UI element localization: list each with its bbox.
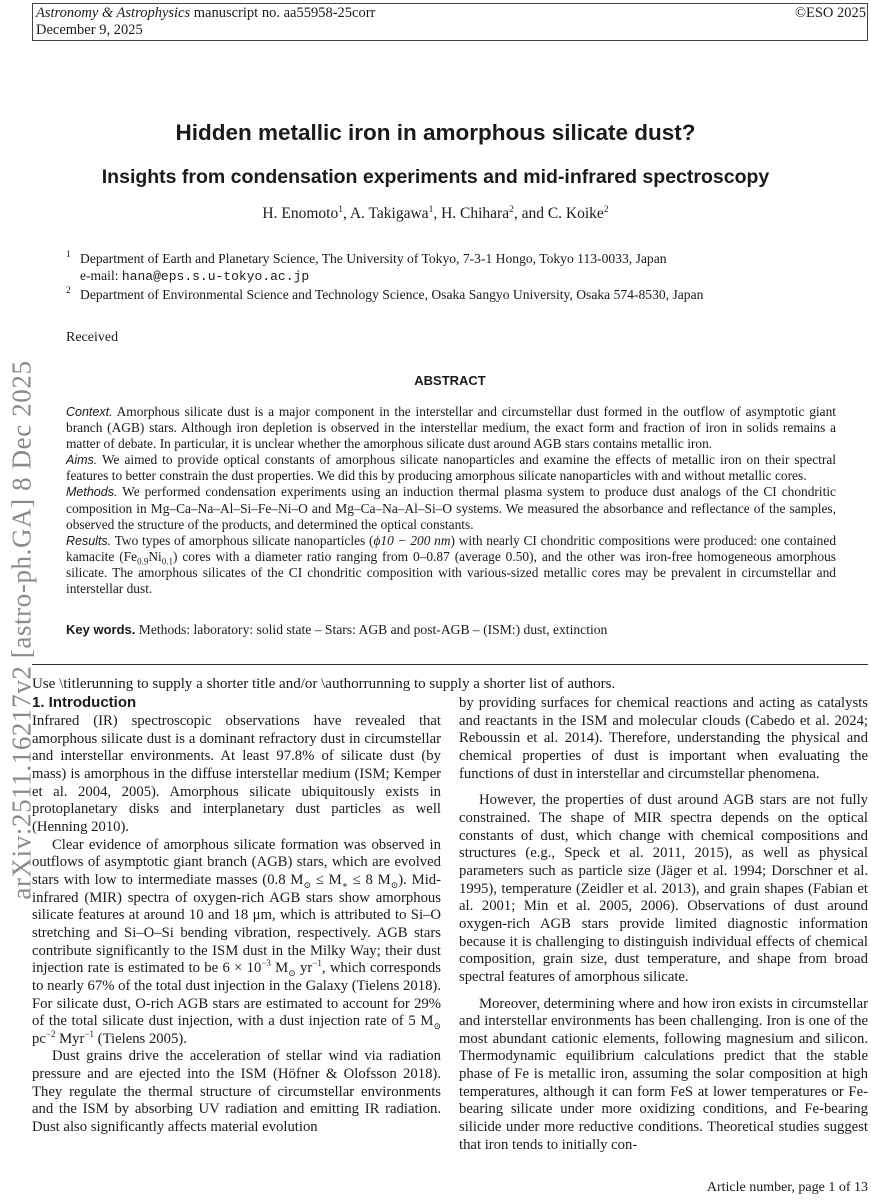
text-run: ). Mid-infrared (MIR) spectra of oxygen-rich AGB stars show amorphous silicate features at around 10 and 18 μm, which is attributed to Si–O stretching and Si–O–Si bending vibration, respectively. AGB stars contribute significantly to the ISM dust in the Milky Way; their dust injection rate is estimated to be 6 × 10 — [32, 871, 442, 977]
section-divider — [32, 664, 868, 665]
methods-label: Methods. — [66, 485, 118, 500]
email-label: e-mail: — [80, 268, 119, 283]
methods-text: We performed condensation experiments using an induction thermal plasma system to produce dust analogs of the CI chondritic composition in Mg–Ca–Na–Al–Si–Fe–Ni–O and Mg–Ca–Na–Al–Si–O systems. We measured the absorbance and reflectance of the samples, observed the structure of the products, and determined the optical constants. — [66, 484, 836, 532]
exponent: −1 — [312, 958, 322, 969]
results-label: Results. — [66, 533, 112, 548]
affiliation-number: 2 — [66, 286, 71, 296]
paragraph — [32, 837, 441, 1049]
text-run: Myr — [55, 1030, 85, 1047]
author: and C. Koike — [521, 205, 604, 222]
copyright: ©ESO 2025 — [794, 5, 866, 21]
results-size-range: ϕ10 − 200 nm — [373, 532, 451, 548]
journal-name: Astronomy & Astrophysics — [36, 5, 191, 21]
left-column — [32, 713, 441, 1137]
exponent: −1 — [84, 1028, 94, 1039]
text-run: Clear evidence of amorphous silicate formation was observed in outflows of asymptotic giant branch (AGB) stars, which are evolved stars with low to intermediate masses (0.8 M — [32, 836, 441, 888]
page-footer: Article number, page 1 of 13 — [706, 1180, 868, 1195]
abstract-body — [66, 404, 836, 597]
paragraph: However, the properties of dust around AGB stars are not fully constrained. The shape of MIR spectra depends on the optical constants of dust, which change with chemical compositions and structures (e.g., Speck et al. 2011, 2015), as well as physical parameters such as particle size (Jäger et al. 1994; Dorschner et al. 1995), temperature (Zeidler et al. 2013), and grain shapes (Fabian et al. 2001; Min et al. 2005, 2006). Observations of dust around oxygen-rich AGB stars provide limited diagnostic information because it is challenging to distinguish individual effects of chemical composition, grain size, dust temperature, and shape from broad spectral features of amorphous silicate. — [459, 792, 868, 985]
affiliation-text: Department of Earth and Planetary Science, The University of Tokyo, 7-3-1 Hongo, Tokyo 113-0033, Japan — [80, 251, 667, 266]
paragraph: by providing surfaces for chemical reactions and acting as catalysts and reactants in the ISM and molecular clouds (Cabedo et al. 2024; Reboussin et al. 2014). Therefore, understanding the physical and chemical properties of dust is important when evaluating the functions of dust in interstellar and circumstellar phenomena. — [459, 695, 868, 782]
abstract-results — [66, 533, 836, 597]
abstract-context — [66, 404, 836, 452]
text-run: pc — [32, 1030, 46, 1047]
aims-text: We aimed to provide optical constants of amorphous silicate nanoparticles and examine the effects of metallic iron on their spectral features to better constrain the dust properties. We did this by producing amorphous silicate nanoparticles with and without metallic cores. — [66, 452, 836, 484]
abstract-aims — [66, 452, 836, 484]
sun-symbol: ⊙ — [390, 879, 399, 890]
ni-symbol: Ni — [148, 548, 162, 564]
exponent: −2 — [45, 1028, 56, 1039]
aims-label: Aims. — [66, 453, 98, 468]
journal-line — [36, 5, 375, 22]
text-run: , which corresponds to nearly 67% of the total dust injection in the Galaxy (Tielens 2018). For silicate dust, O-rich AGB stars are estimated to account for 29% of the total silicate dust injection, with a dust injection rate of 5 M — [32, 960, 441, 1030]
right-column — [459, 695, 868, 1154]
text-run: yr — [295, 960, 313, 977]
text-run: ≤ M — [310, 871, 342, 888]
text-run: M — [270, 960, 289, 977]
affiliation-email-line — [80, 267, 309, 285]
author-affiliation: 2 — [603, 204, 609, 215]
header-date: December 9, 2025 — [36, 22, 143, 38]
author-affiliation: 1 — [338, 204, 343, 215]
email-address[interactable]: hana@eps.s.u-tokyo.ac.jp — [121, 269, 310, 284]
context-label: Context. — [66, 405, 113, 419]
author: A. Takigawa — [349, 205, 429, 222]
author-list: H. Enomoto$^1$, A. Takigawa$^1$, H. Chihara$^2$, and C. Koike$^2$ — [262, 204, 609, 222]
star-symbol: ∗ — [341, 879, 348, 890]
keywords — [66, 622, 607, 638]
keywords-text: Methods: laboratory: solid state – Stars: AGB and post-AGB – (ISM:) dust, extinction — [138, 622, 608, 637]
manuscript-number: manuscript no. aa55958-25corr — [193, 5, 376, 21]
affiliation-text: Department of Environmental Science and Technology Science, Osaka Sangyo University, Osaka 574-8530, Japan — [80, 287, 704, 302]
sun-symbol: ⊙ — [288, 968, 296, 979]
running-title-note: Use \titlerunning to supply a shorter title and/or \authorrunning to supply a shorter list of authors. — [32, 676, 616, 692]
abstract-heading: ABSTRACT — [414, 373, 486, 388]
paragraph: Infrared (IR) spectroscopic observations have revealed that amorphous silicate dust is a dominant refractory dust in circumstellar and interstellar environments. At least 97.8% of silicate dust (by mass) is amorphous in the diffuse interstellar medium (ISM; Kemper et al. 2004, 2005). Amorphous silicate ubiquitously exists in protoplanetary disks and interplanetary dust particles as well (Henning 2010). — [32, 713, 441, 835]
sun-symbol: ⊙ — [433, 1021, 441, 1032]
sun-symbol: ⊙ — [303, 879, 311, 890]
author-affiliation: 1 — [428, 204, 434, 215]
paper-subtitle: Insights from condensation experiments and mid-infrared spectroscopy — [101, 166, 770, 188]
arxiv-id: arXiv:2511.16217v2 [astro-ph.GA] 8 Dec 2025 — [6, 360, 37, 900]
fe-subscript: 0.9 — [137, 556, 149, 567]
results-text-a: Two types of amorphous silicate nanoparticles ( — [114, 532, 374, 548]
author: H. Chihara — [441, 205, 510, 222]
results-text-b: ) with nearly CI chondritic compositions were produced: one contained kamacite (Fe — [66, 532, 837, 564]
paper-title: Hidden metallic iron in amorphous silicate dust? — [175, 120, 696, 145]
received-line: Received — [66, 330, 119, 345]
text-run: ≤ 8 M — [347, 871, 391, 888]
author-affiliation: 2 — [509, 204, 514, 215]
keywords-label: Key words. — [66, 622, 136, 637]
author: H. Enomoto — [262, 205, 339, 222]
results-text-c: ) cores with a diameter ratio ranging from 0–0.87 (average 0.50), and the other was iron-free homogeneous amorphous silicate. The amorphous silicates of the CI chondritic composition with various-sized metallic cores may be prevalent in circumstellar and interstellar dust. — [66, 548, 836, 597]
ni-subscript: 0.1 — [161, 556, 173, 567]
context-text: Amorphous silicate dust is a major component in the interstellar and circumstellar dust formed in the outflow of asymptotic giant branch (AGB) stars. Although iron depletion is observed in the interstellar medium, the exact form and fraction of iron in solids remains a matter of debate. In particular, it is unclear whether the amorphous silicate dust around AGB stars contains metallic iron. — [66, 404, 836, 452]
section-heading: 1. Introduction — [32, 694, 137, 711]
abstract-methods — [66, 484, 836, 532]
exponent: −3 — [261, 958, 271, 969]
paragraph: Moreover, determining where and how iron exists in circumstellar and interstellar environments has been challenging. Iron is one of the most abundant cationic elements, following magnesium and silicon. Thermodynamic equilibrium calculations predict that the stable phase of Fe is metallic iron, assuming the solar composition at high temperatures, although it can form FeS at lower temperatures or Fe-bearing silicate under more oxidizing conditions, and Fe-bearing silicide under more reductive conditions. Theoretical studies suggest that iron tends to initially con- — [459, 995, 868, 1153]
affiliation-number: 1 — [66, 250, 71, 260]
paragraph: Dust grains drive the acceleration of stellar wind via radiation pressure and are ejected into the ISM (Höfner & Olofsson 2018). They regulate the thermal structure of circumstellar environments and the ISM by absorbing UV radiation and emitting IR radiation. Dust also significantly affects material evolution — [32, 1048, 441, 1136]
text-run: (Tielens 2005). — [94, 1030, 187, 1047]
